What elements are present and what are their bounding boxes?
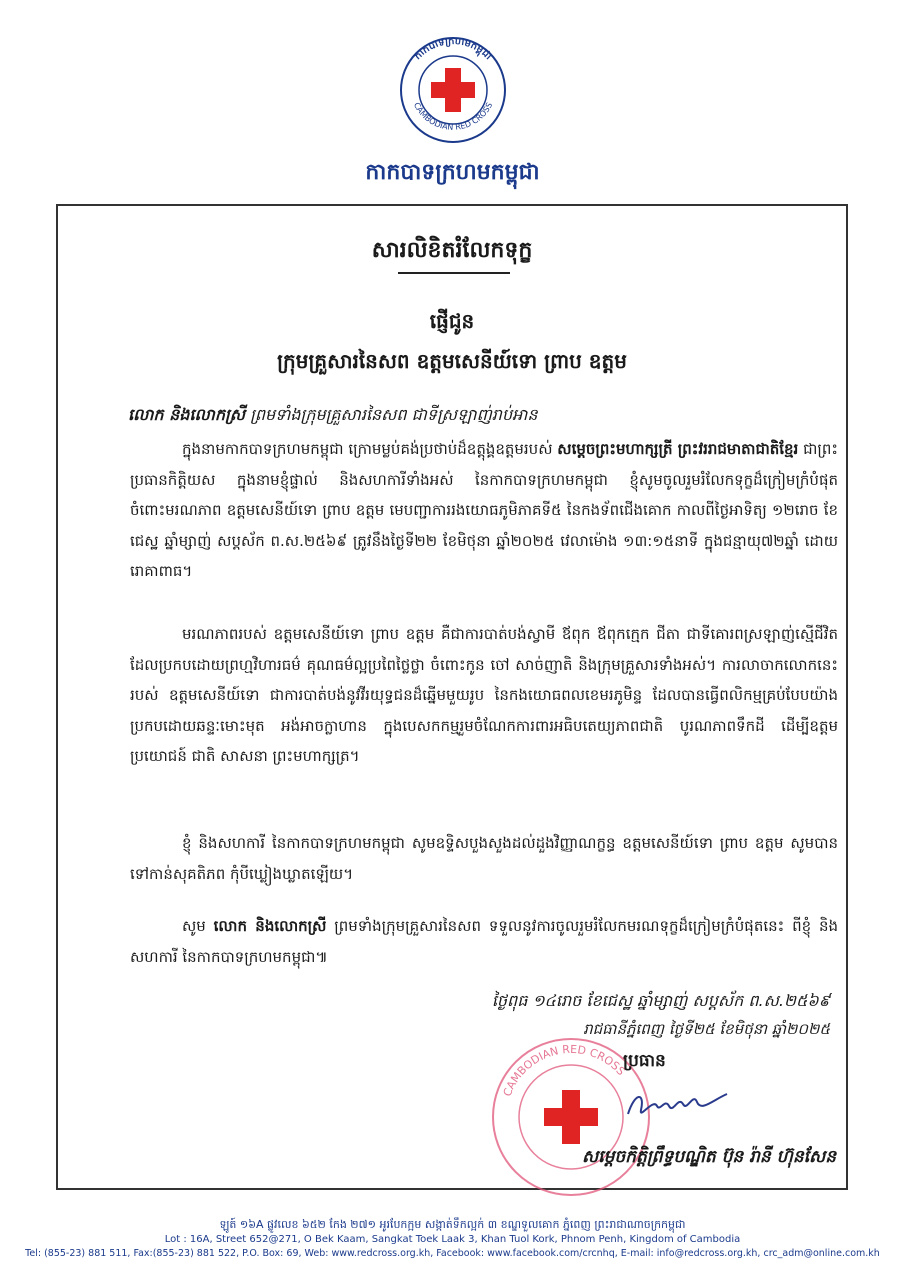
p4-text-b: ព្រមទាំងក្រុមគ្រួសារនៃសព ទទួលនូវការចូលរួមរំលែកមរណទុក្ខដ៏ក្រៀមក្រំបំផុតនេះ ពីខ្ញុំ និងសហការី នៃកាកបាទក្រហមកម្ពុជា៕ [130, 917, 838, 966]
footer-contact: Tel: (855-23) 881 511, Fax:(855-23) 881 522, P.O. Box: 69, Web: www.redcross.org.kh, Facebook: www.facebook.com/crcnhq, E-mail: info@redcross.org.kh, crc_adm@online.com.kh [25, 1248, 880, 1259]
recipient-line: ក្រុមគ្រួសារនៃសព ឧត្តមសេនីយ៍ទោ ព្រាប ឧត្តម [277, 349, 627, 373]
paragraph-3: ខ្ញុំ និងសហការី នៃកាកបាទក្រហមកម្ពុជា សូមឧទ្ទិសបួងសួងដល់ដួងវិញ្ញាណក្ខន្ធ ឧត្តមសេនីយ៍ទោ ព្រាប ឧត្តម សូមបានទៅកាន់សុគតិភព កុំបីឃ្លៀងឃ្លាតឡើយ។ [130, 834, 838, 883]
red-cross-logo [393, 24, 513, 154]
p4-bold: លោក និងលោកស្រី [213, 917, 327, 935]
stamp-ring-text: CAMBODIAN RED CROSS [500, 1042, 628, 1099]
date-lunar: ថ្ងៃពុធ ១៤រោច ខែជេស្ឋ ឆ្នាំម្សាញ់ សប្តស័ក ព.ស.២៥៦៩ [491, 991, 830, 1010]
p1-bold: សម្តេចព្រះមហាក្សត្រី ព្រះវររាជមាតាជាតិខ្មែរ [557, 440, 799, 458]
p4-text-a: សូម [182, 917, 206, 935]
title-underline [398, 272, 510, 274]
paragraph-2: មរណភាពរបស់ ឧត្តមសេនីយ៍ទោ ព្រាប ឧត្តម គឺជាការបាត់បង់ស្វាមី ឪពុក ឪពុកក្មេក ជីតា ជាទីគោរពស្រឡាញ់ស្មើជីវិត ដែលប្រកបដោយព្រហ្មវិហារធម៌ គុណធម៌ល្អប្រពៃថ្លៃថ្លា ចំពោះកូន ចៅ សាច់ញាតិ និងក្រុមគ្រួសារទាំងអស់។ ការលាចាកលោកនេះរបស់ ឧត្តមសេនីយ៍ទោ ជាការបាត់បង់នូវវីរយុទ្ធជនដ៏ឆ្នើមមួយរូប នៃកងយោធពលខេមរភូមិន្ទ ដែលបានធ្វើពលិកម្មគ្រប់បែបយ៉ាង ប្រកបដោយឆន្ទៈមោះមុត អង់អាចក្លាហាន ក្នុងបេសកកម្មរួមចំណែកការពារអធិបតេយ្យភាពជាតិ បូរណភាពទឹកដី ដើម្បីឧត្តមប្រយោជន៍ ជាតិ សាសនា ព្រះមហាក្សត្រ។ [130, 625, 838, 765]
salutation-rest: ព្រមទាំងក្រុមគ្រួសារនៃសព ជាទីស្រឡាញ់រាប់អាន [250, 405, 538, 424]
signer-name: សម្តេចកិត្តិព្រឹទ្ធបណ្ឌិត ប៊ុន រ៉ានី ហ៊ុនសែន [582, 1147, 836, 1167]
svg-text:CAMBODIAN RED CROSS [501, 1043, 628, 1098]
svg-text:កាកបាទក្រហមកម្ពុជា [412, 36, 493, 62]
footer-address-english: Lot : 16A, Street 652@271, O Bek Kaam, Sangkat Toek Laak 3, Khan Tuol Kork, Phnom Penh, Kingdom of Cambodia [164, 1234, 741, 1245]
organization-name: កាកបាទក្រហមកម្ពុជា [365, 160, 540, 185]
paragraph-4 [130, 911, 838, 972]
paragraph-1 [130, 434, 838, 587]
salutation-prefix: លោក និងលោកស្រី [128, 405, 245, 424]
letter-frame [56, 204, 848, 1190]
letter-title: សារលិខិតរំលែកទុក្ខ [371, 238, 533, 263]
salutation [128, 404, 538, 428]
logo-ring-bottom-text: CAMBODIAN RED CROSS [411, 100, 495, 132]
signature-title: ប្រធាន [623, 1051, 666, 1071]
handwritten-signature [623, 1086, 733, 1126]
logo-ring-top-text: កាកបាទក្រហមកម្ពុជា [412, 35, 494, 63]
date-solar: រាជធានីភ្នំពេញ ថ្ងៃទី២៥ ខែមិថុនា ឆ្នាំ២០២៥ [583, 1020, 830, 1038]
sent-to-label: ផ្ញើជូន [429, 309, 475, 333]
p1-text-a: ក្នុងនាមកាកបាទក្រហមកម្ពុជា ក្រោមម្លប់គង់ប្រថាប់ដ៏ឧត្តុង្គឧត្តមរបស់ [182, 440, 553, 458]
footer-address-khmer: ឡូត៍ ១៦A ផ្លូវលេខ ៦៥២ កែង ២៧១ អូរបែកក្អម សង្កាត់ទឹកល្អក់ ៣ ខណ្ឌទួលគោក ភ្នំពេញ ព្រះរាជាណាចក្រកម្ពុជា [219, 1218, 686, 1231]
p1-text-b: ជាព្រះប្រធានកិត្តិយស ក្នុងនាមខ្ញុំផ្ទាល់ និងសហការីទាំងអស់ នៃកាកបាទក្រហមកម្ពុជា ខ្ញុំសូមចូលរួមរំលែកទុក្ខដ៏ក្រៀមក្រំបំផុត ចំពោះមរណភាព ឧត្តមសេនីយ៍ទោ ព្រាប ឧត្តម មេបញ្ជាការរងយោធភូមិភាគទី៥ នៃកងទ័ពជើងគោក កាលពីថ្ងៃអាទិត្យ ១២រោច ខែជេស្ឋ ឆ្នាំម្សាញ់ សប្តស័ក ព.ស.២៥៦៩ ត្រូវនឹងថ្ងៃទី២២ ខែមិថុនា ឆ្នាំ២០២៥ វេលាម៉ោង ១៣:១៥នាទី ក្នុងជន្មាយុ៧២ឆ្នាំ ដោយរោគាពាធ។ [130, 440, 838, 580]
